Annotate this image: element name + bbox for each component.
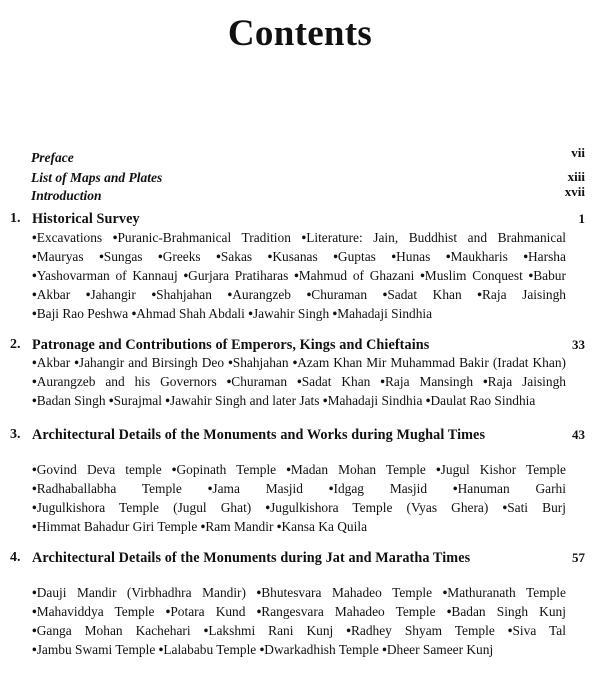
bullet-icon: • bbox=[382, 642, 387, 657]
bullet-icon: • bbox=[445, 249, 451, 264]
topic-item bbox=[158, 249, 201, 264]
topic-label: Aurangzeb bbox=[232, 287, 291, 302]
topic-item bbox=[529, 268, 566, 283]
topic-item bbox=[380, 374, 473, 389]
topic-item bbox=[32, 287, 70, 302]
topic-label: Mahmud of Ghazani bbox=[298, 268, 415, 283]
topic-label: Ahmad Shah Abdali bbox=[136, 306, 245, 321]
bullet-icon: • bbox=[165, 393, 170, 408]
topic-label: Jugulkishora Temple (Jugul Ghat) bbox=[36, 500, 252, 515]
chapter-topics bbox=[32, 583, 566, 659]
bullet-icon: • bbox=[276, 519, 282, 534]
bullet-icon: • bbox=[442, 585, 448, 600]
topic-label: Idgag Masjid bbox=[333, 481, 428, 496]
topic-label: Sakas bbox=[220, 249, 253, 264]
topic-item bbox=[32, 230, 102, 245]
topic-label: Dauji Mandir (Virbhadhra Mandir) bbox=[36, 585, 246, 600]
bullet-icon: • bbox=[446, 604, 452, 619]
bullet-icon: • bbox=[32, 604, 37, 619]
bullet-icon: • bbox=[183, 268, 189, 283]
topic-label: Raja Jaisingh bbox=[481, 287, 566, 302]
topic-item bbox=[151, 287, 211, 302]
topic-item bbox=[227, 374, 287, 389]
topic-item bbox=[32, 355, 70, 370]
front-matter-list-of-maps[interactable]: List of Maps and Plates bbox=[31, 170, 163, 185]
topic-item bbox=[166, 604, 246, 619]
topic-item bbox=[297, 374, 370, 389]
bullet-icon: • bbox=[32, 500, 37, 515]
topic-item bbox=[86, 287, 136, 302]
topic-item bbox=[260, 642, 379, 657]
topic-item bbox=[286, 462, 426, 477]
topic-label: Jahangir and Birsingh Deo bbox=[78, 355, 225, 370]
topic-item bbox=[420, 268, 523, 283]
topic-item bbox=[208, 481, 303, 496]
topic-item bbox=[32, 268, 178, 283]
topic-label: Gurjara Pratiharas bbox=[188, 268, 289, 283]
topic-item bbox=[113, 230, 291, 245]
topic-label: Aurangzeb and his Governors bbox=[36, 374, 217, 389]
topic-label: Mathuranath Temple bbox=[447, 585, 566, 600]
bullet-icon: • bbox=[420, 268, 425, 283]
bullet-icon: • bbox=[171, 462, 177, 477]
topic-label: Shahjahan bbox=[232, 355, 289, 370]
topic-item bbox=[32, 642, 155, 657]
topic-label: Ram Mandir bbox=[205, 519, 274, 534]
chapter-number: 2. bbox=[10, 337, 21, 352]
topic-label: Jawahir Singh bbox=[252, 306, 330, 321]
topic-label: Excavations bbox=[36, 230, 103, 245]
topic-item bbox=[307, 287, 367, 302]
topic-item bbox=[383, 287, 462, 302]
bullet-icon: • bbox=[256, 604, 262, 619]
bullet-icon: • bbox=[227, 287, 233, 302]
topic-item bbox=[447, 604, 566, 619]
topic-item bbox=[99, 249, 142, 264]
bullet-icon: • bbox=[151, 287, 157, 302]
topic-label: Mahadaji Sindhia bbox=[327, 393, 423, 408]
topic-item bbox=[265, 500, 488, 515]
chapter-page-number: 33 bbox=[572, 337, 585, 352]
chapter-number: 3. bbox=[10, 427, 21, 442]
topic-item bbox=[201, 519, 274, 534]
topic-label: Mahaviddya Temple bbox=[36, 604, 155, 619]
bullet-icon: • bbox=[32, 230, 37, 245]
topic-item bbox=[333, 249, 376, 264]
bullet-icon: • bbox=[265, 500, 271, 515]
topic-label: Kusanas bbox=[272, 249, 318, 264]
topic-label: Kansa Ka Quila bbox=[281, 519, 368, 534]
topic-item bbox=[446, 249, 508, 264]
topic-item bbox=[508, 623, 566, 638]
chapter-topics bbox=[32, 353, 566, 410]
topic-item bbox=[32, 481, 182, 496]
bullet-icon: • bbox=[32, 355, 37, 370]
topic-label: Siva Tal bbox=[512, 623, 566, 638]
topic-item bbox=[333, 306, 433, 321]
topic-item bbox=[301, 230, 566, 245]
topic-item bbox=[346, 623, 495, 638]
topic-label: Madan Mohan Temple bbox=[290, 462, 426, 477]
topic-label: Guptas bbox=[337, 249, 376, 264]
topic-label: Dheer Sameer Kunj bbox=[386, 642, 494, 657]
topic-label: Baji Rao Peshwa bbox=[36, 306, 129, 321]
chapter-title[interactable]: Historical Survey bbox=[32, 211, 140, 227]
topic-label: Hanuman Garhi bbox=[457, 481, 566, 496]
topic-label: Lakshmi Rani Kunj bbox=[208, 623, 334, 638]
topic-item bbox=[109, 393, 162, 408]
bullet-icon: • bbox=[112, 230, 118, 245]
topic-label: Churaman bbox=[231, 374, 288, 389]
bullet-icon: • bbox=[391, 249, 397, 264]
topic-item bbox=[32, 249, 84, 264]
topic-label: Puranic-Brahmanical Tradition bbox=[117, 230, 291, 245]
bullet-icon: • bbox=[292, 355, 298, 370]
bullet-icon: • bbox=[32, 462, 37, 477]
bullet-icon: • bbox=[322, 393, 328, 408]
topic-label: Jama Masjid bbox=[212, 481, 303, 496]
chapter-page-number: 1 bbox=[578, 211, 585, 226]
topic-item bbox=[32, 393, 106, 408]
chapter-title[interactable]: Architectural Details of the Monuments and Works during Mughal Times bbox=[32, 427, 486, 443]
topic-item bbox=[382, 642, 493, 657]
bullet-icon: • bbox=[216, 249, 221, 264]
topic-label: Rangesvara Mahadeo Temple bbox=[261, 604, 436, 619]
bullet-icon: • bbox=[32, 585, 37, 600]
bullet-icon: • bbox=[32, 623, 37, 638]
topic-label: Ganga Mohan Kachehari bbox=[36, 623, 191, 638]
topic-label: Raja Jaisingh bbox=[487, 374, 566, 389]
front-matter-introduction[interactable]: Introduction bbox=[31, 188, 102, 203]
bullet-icon: • bbox=[380, 374, 385, 389]
bullet-icon: • bbox=[158, 249, 163, 264]
topic-label: Lalababu Temple bbox=[163, 642, 257, 657]
bullet-icon: • bbox=[528, 268, 534, 283]
topic-label: Akbar bbox=[36, 355, 71, 370]
chapter-page-number: 57 bbox=[572, 550, 585, 565]
topic-item bbox=[293, 355, 566, 370]
topic-label: Badan Singh Kunj bbox=[451, 604, 566, 619]
topic-item bbox=[32, 519, 197, 534]
chapter-topics bbox=[32, 460, 566, 536]
topic-label: Sati Burj bbox=[507, 500, 566, 515]
front-matter-preface[interactable]: Preface bbox=[31, 150, 74, 165]
bullet-icon: • bbox=[507, 623, 513, 638]
bullet-icon: • bbox=[99, 249, 104, 264]
topic-label: Sadat Khan bbox=[387, 287, 462, 302]
topic-item bbox=[32, 585, 246, 600]
topic-label: Potara Kund bbox=[170, 604, 246, 619]
bullet-icon: • bbox=[32, 287, 37, 302]
topic-item bbox=[132, 306, 245, 321]
topic-label: Jugul Kishor Temple bbox=[440, 462, 566, 477]
bullet-icon: • bbox=[85, 287, 91, 302]
topic-item bbox=[294, 268, 414, 283]
topic-item bbox=[204, 623, 334, 638]
bullet-icon: • bbox=[203, 623, 209, 638]
topic-label: Surajmal bbox=[113, 393, 162, 408]
bullet-icon: • bbox=[333, 249, 338, 264]
topic-label: Shahjahan bbox=[156, 287, 212, 302]
bullet-icon: • bbox=[200, 519, 206, 534]
topic-label: Radhey Shyam Temple bbox=[350, 623, 495, 638]
bullet-icon: • bbox=[425, 393, 431, 408]
topic-item bbox=[172, 462, 276, 477]
topic-label: Daulat Rao Sindhia bbox=[430, 393, 536, 408]
topic-label: Dwarkadhish Temple bbox=[264, 642, 379, 657]
topic-item bbox=[183, 268, 288, 283]
topic-item bbox=[228, 287, 291, 302]
topic-label: Jahangir bbox=[90, 287, 136, 302]
chapter-number: 4. bbox=[10, 550, 21, 565]
bullet-icon: • bbox=[108, 393, 114, 408]
topic-label: Jugulkishora Temple (Vyas Ghera) bbox=[270, 500, 489, 515]
bullet-icon: • bbox=[294, 268, 299, 283]
bullet-icon: • bbox=[477, 287, 482, 302]
front-matter-introduction-page: xvii bbox=[564, 184, 585, 199]
topic-item bbox=[32, 462, 162, 477]
bullet-icon: • bbox=[165, 604, 171, 619]
bullet-icon: • bbox=[207, 481, 213, 496]
topic-label: Badan Singh bbox=[36, 393, 106, 408]
topic-item bbox=[443, 585, 566, 600]
bullet-icon: • bbox=[32, 306, 37, 321]
topic-item bbox=[477, 287, 566, 302]
topic-item bbox=[277, 519, 367, 534]
topic-label: Muslim Conquest bbox=[424, 268, 523, 283]
topic-label: Gopinath Temple bbox=[176, 462, 277, 477]
topic-item bbox=[216, 249, 252, 264]
topic-item bbox=[248, 306, 329, 321]
front-matter-list-of-maps-page: xiii bbox=[567, 169, 585, 184]
topic-item bbox=[426, 393, 536, 408]
bullet-icon: • bbox=[32, 374, 37, 389]
chapter-title[interactable]: Architectural Details of the Monuments during Jat and Maratha Times bbox=[32, 550, 471, 566]
topic-label: Akbar bbox=[36, 287, 71, 302]
bullet-icon: • bbox=[267, 249, 273, 264]
topic-label: Greeks bbox=[162, 249, 201, 264]
bullet-icon: • bbox=[382, 287, 388, 302]
topic-label: Himmat Bahadur Giri Temple bbox=[36, 519, 198, 534]
front-matter-preface-page: vii bbox=[571, 145, 585, 160]
topic-label: Yashovarman of Kannauj bbox=[36, 268, 178, 283]
bullet-icon: • bbox=[452, 481, 458, 496]
topic-item bbox=[32, 306, 128, 321]
bullet-icon: • bbox=[158, 642, 164, 657]
bullet-icon: • bbox=[259, 642, 265, 657]
bullet-icon: • bbox=[286, 462, 291, 477]
topic-label: Babur bbox=[533, 268, 566, 283]
topic-item bbox=[165, 393, 319, 408]
bullet-icon: • bbox=[332, 306, 338, 321]
chapter-number: 1. bbox=[10, 211, 21, 226]
bullet-icon: • bbox=[435, 462, 441, 477]
bullet-icon: • bbox=[32, 642, 37, 657]
bullet-icon: • bbox=[131, 306, 137, 321]
topic-label: Sadat Khan bbox=[301, 374, 371, 389]
topic-item bbox=[32, 623, 191, 638]
chapter-page-number: 43 bbox=[572, 427, 585, 442]
chapter-title[interactable]: Patronage and Contributions of Emperors, Kings and Chieftains bbox=[32, 337, 430, 353]
topic-item bbox=[74, 355, 224, 370]
topic-item bbox=[391, 249, 430, 264]
topic-label: Mauryas bbox=[36, 249, 84, 264]
topic-label: Mahadaji Sindhia bbox=[337, 306, 433, 321]
topic-label: Govind Deva temple bbox=[36, 462, 162, 477]
topic-item bbox=[32, 604, 155, 619]
bullet-icon: • bbox=[228, 355, 233, 370]
bullet-icon: • bbox=[346, 623, 351, 638]
bullet-icon: • bbox=[248, 306, 253, 321]
topic-item bbox=[436, 462, 566, 477]
topic-item bbox=[32, 500, 251, 515]
bullet-icon: • bbox=[523, 249, 529, 264]
topic-label: Azam Khan Mir Muhammad Bakir (Iradat Khan) bbox=[297, 355, 566, 370]
bullet-icon: • bbox=[74, 355, 79, 370]
bullet-icon: • bbox=[502, 500, 508, 515]
bullet-icon: • bbox=[306, 287, 312, 302]
topic-label: Radhaballabha Temple bbox=[36, 481, 182, 496]
bullet-icon: • bbox=[301, 230, 307, 245]
chapter-topics bbox=[32, 228, 566, 323]
page-title: Contents bbox=[227, 13, 373, 54]
topic-item bbox=[502, 500, 565, 515]
topic-label: Sungas bbox=[103, 249, 143, 264]
topic-label: Harsha bbox=[528, 249, 566, 264]
topic-item bbox=[257, 585, 433, 600]
topic-item bbox=[483, 374, 566, 389]
topic-item bbox=[523, 249, 566, 264]
topic-item bbox=[323, 393, 423, 408]
bullet-icon: • bbox=[328, 481, 334, 496]
bullet-icon: • bbox=[32, 249, 37, 264]
topic-label: Maukharis bbox=[450, 249, 508, 264]
topic-label: Jawahir Singh and later Jats bbox=[170, 393, 320, 408]
bullet-icon: • bbox=[32, 268, 37, 283]
bullet-icon: • bbox=[32, 393, 37, 408]
topic-label: Raja Mansingh bbox=[385, 374, 474, 389]
topic-item bbox=[329, 481, 427, 496]
topic-label: Literature: Jain, Buddhist and Brahmanical bbox=[306, 230, 566, 245]
bullet-icon: • bbox=[297, 374, 302, 389]
bullet-icon: • bbox=[32, 519, 37, 534]
bullet-icon: • bbox=[226, 374, 232, 389]
bullet-icon: • bbox=[256, 585, 262, 600]
topic-item bbox=[453, 481, 566, 496]
topic-item bbox=[32, 374, 217, 389]
topic-label: Jambu Swami Temple bbox=[36, 642, 156, 657]
topic-item bbox=[257, 604, 436, 619]
topic-item bbox=[159, 642, 257, 657]
topic-item bbox=[268, 249, 318, 264]
topic-label: Churaman bbox=[311, 287, 368, 302]
topic-label: Hunas bbox=[396, 249, 431, 264]
bullet-icon: • bbox=[32, 481, 37, 496]
bullet-icon: • bbox=[482, 374, 488, 389]
topic-item bbox=[228, 355, 288, 370]
topic-label: Bhutesvara Mahadeo Temple bbox=[261, 585, 433, 600]
